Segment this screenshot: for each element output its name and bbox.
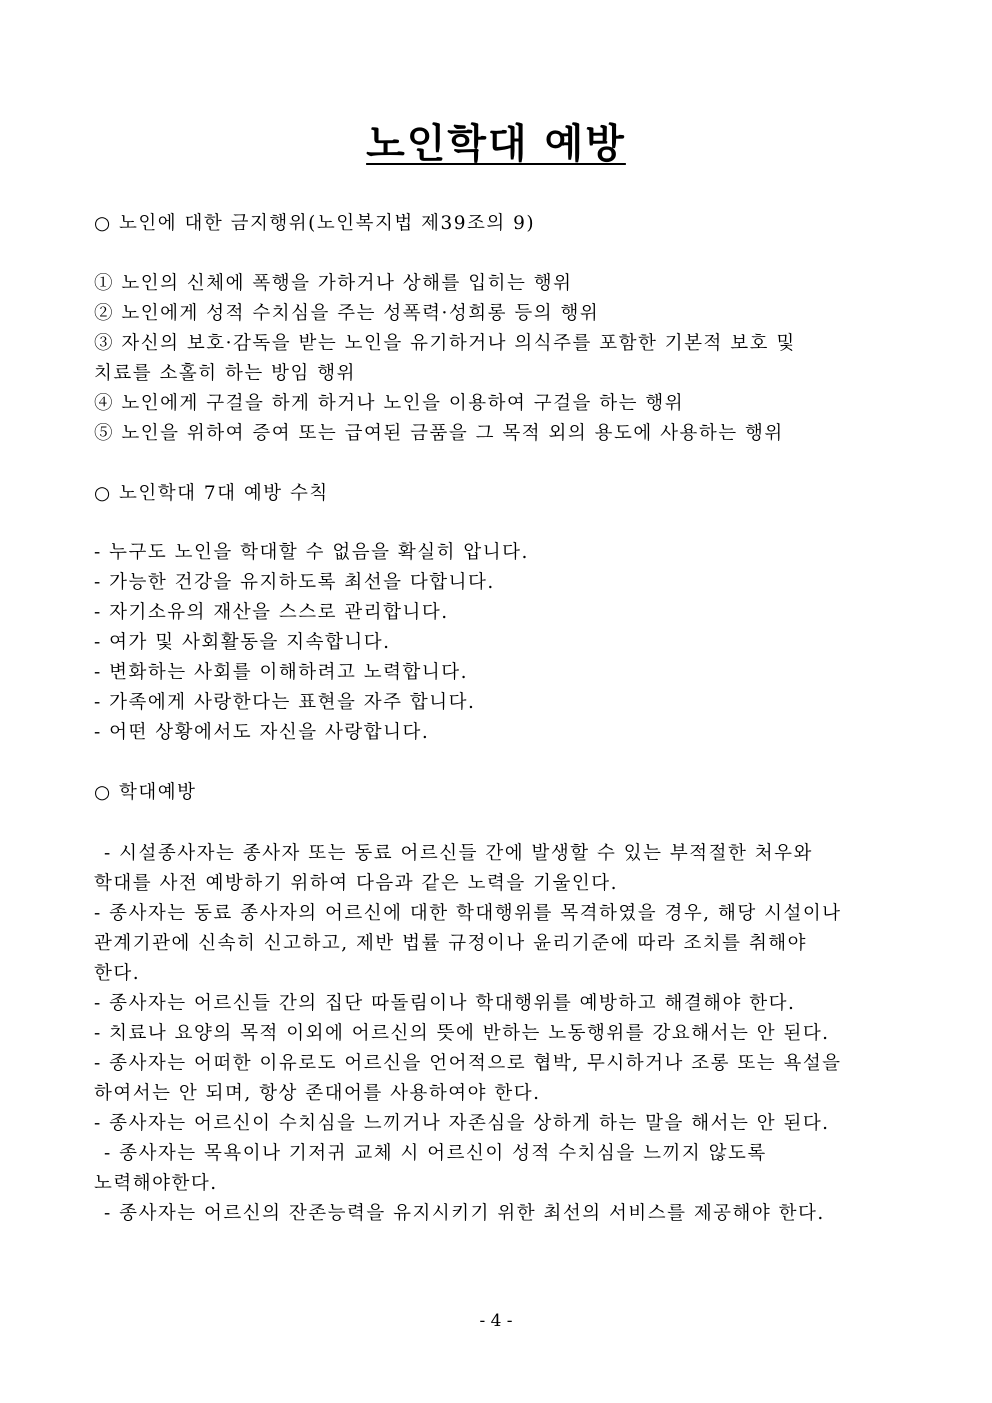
section-heading-prevention-rules: ○ 노인학대 7대 예방 수칙: [94, 483, 329, 504]
list-item: - 종사자는 동료 종사자의 어르신에 대한 학대행위를 목격하였을 경우, 해당 시설이나: [94, 903, 842, 924]
list-item: - 변화하는 사회를 이해하려고 노력합니다.: [94, 662, 468, 683]
list-item: 치료를 소홀히 하는 방임 행위: [94, 363, 356, 384]
list-item: 노력해야한다.: [94, 1173, 218, 1194]
section-heading-abuse-prevention: ○ 학대예방: [94, 782, 197, 803]
list-item: - 누구도 노인을 학대할 수 없음을 확실히 압니다.: [94, 542, 529, 563]
list-item: ④ 노인에게 구걸을 하게 하거나 노인을 이용하여 구걸을 하는 행위: [94, 393, 685, 414]
page-number: - 4 -: [479, 1311, 513, 1331]
list-item: ① 노인의 신체에 폭행을 가하거나 상해를 입히는 행위: [94, 273, 573, 294]
document-title: [0, 112, 992, 169]
list-item: 하여서는 안 되며, 항상 존대어를 사용하여야 한다.: [94, 1083, 541, 1104]
list-item: - 가능한 건강을 유지하도록 최선을 다합니다.: [94, 572, 495, 593]
list-item: - 가족에게 사랑한다는 표현을 자주 합니다.: [94, 692, 476, 713]
section-heading-prohibited-acts: ○ 노인에 대한 금지행위(노인복지법 제39조의 9): [94, 213, 536, 234]
list-item: ③ 자신의 보호·감독을 받는 노인을 유기하거나 의식주를 포함한 기본적 보호 및: [94, 333, 796, 354]
list-item: - 어떤 상황에서도 자신을 사랑합니다.: [94, 722, 430, 743]
list-item: 한다.: [94, 963, 141, 984]
list-item: - 종사자는 어르신의 잔존능력을 유지시키기 위한 최선의 서비스를 제공해야 한다.: [104, 1203, 825, 1224]
list-item: - 시설종사자는 종사자 또는 동료 어르신들 간에 발생할 수 있는 부적절한 처우와: [104, 843, 813, 864]
list-item: - 종사자는 어르신이 수치심을 느끼거나 자존심을 상하게 하는 말을 해서는 안 된다.: [94, 1113, 830, 1134]
list-item: 관계기관에 신속히 신고하고, 제반 법률 규정이나 윤리기준에 따라 조치를 취해야: [94, 933, 808, 954]
list-item: ② 노인에게 성적 수치심을 주는 성폭력·성희롱 등의 행위: [94, 303, 600, 324]
list-item: - 자기소유의 재산을 스스로 관리합니다.: [94, 602, 449, 623]
list-item: 학대를 사전 예방하기 위하여 다음과 같은 노력을 기울인다.: [94, 873, 618, 894]
document-title-text: 노인학대 예방: [366, 120, 626, 167]
list-item: ⑤ 노인을 위하여 증여 또는 급여된 금품을 그 목적 외의 용도에 사용하는 행위: [94, 423, 784, 444]
list-item: - 종사자는 어떠한 이유로도 어르신을 언어적으로 협박, 무시하거나 조롱 또는 욕설을: [94, 1053, 842, 1074]
list-item: - 종사자는 어르신들 간의 집단 따돌림이나 학대행위를 예방하고 해결해야 한다.: [94, 993, 796, 1014]
list-item: - 치료나 요양의 목적 이외에 어르신의 뜻에 반하는 노동행위를 강요해서는 안 된다.: [94, 1023, 830, 1044]
list-item: - 여가 및 사회활동을 지속합니다.: [94, 632, 391, 653]
list-item: - 종사자는 목욕이나 기저귀 교체 시 어르신이 성적 수치심을 느끼지 않도록: [104, 1143, 767, 1164]
